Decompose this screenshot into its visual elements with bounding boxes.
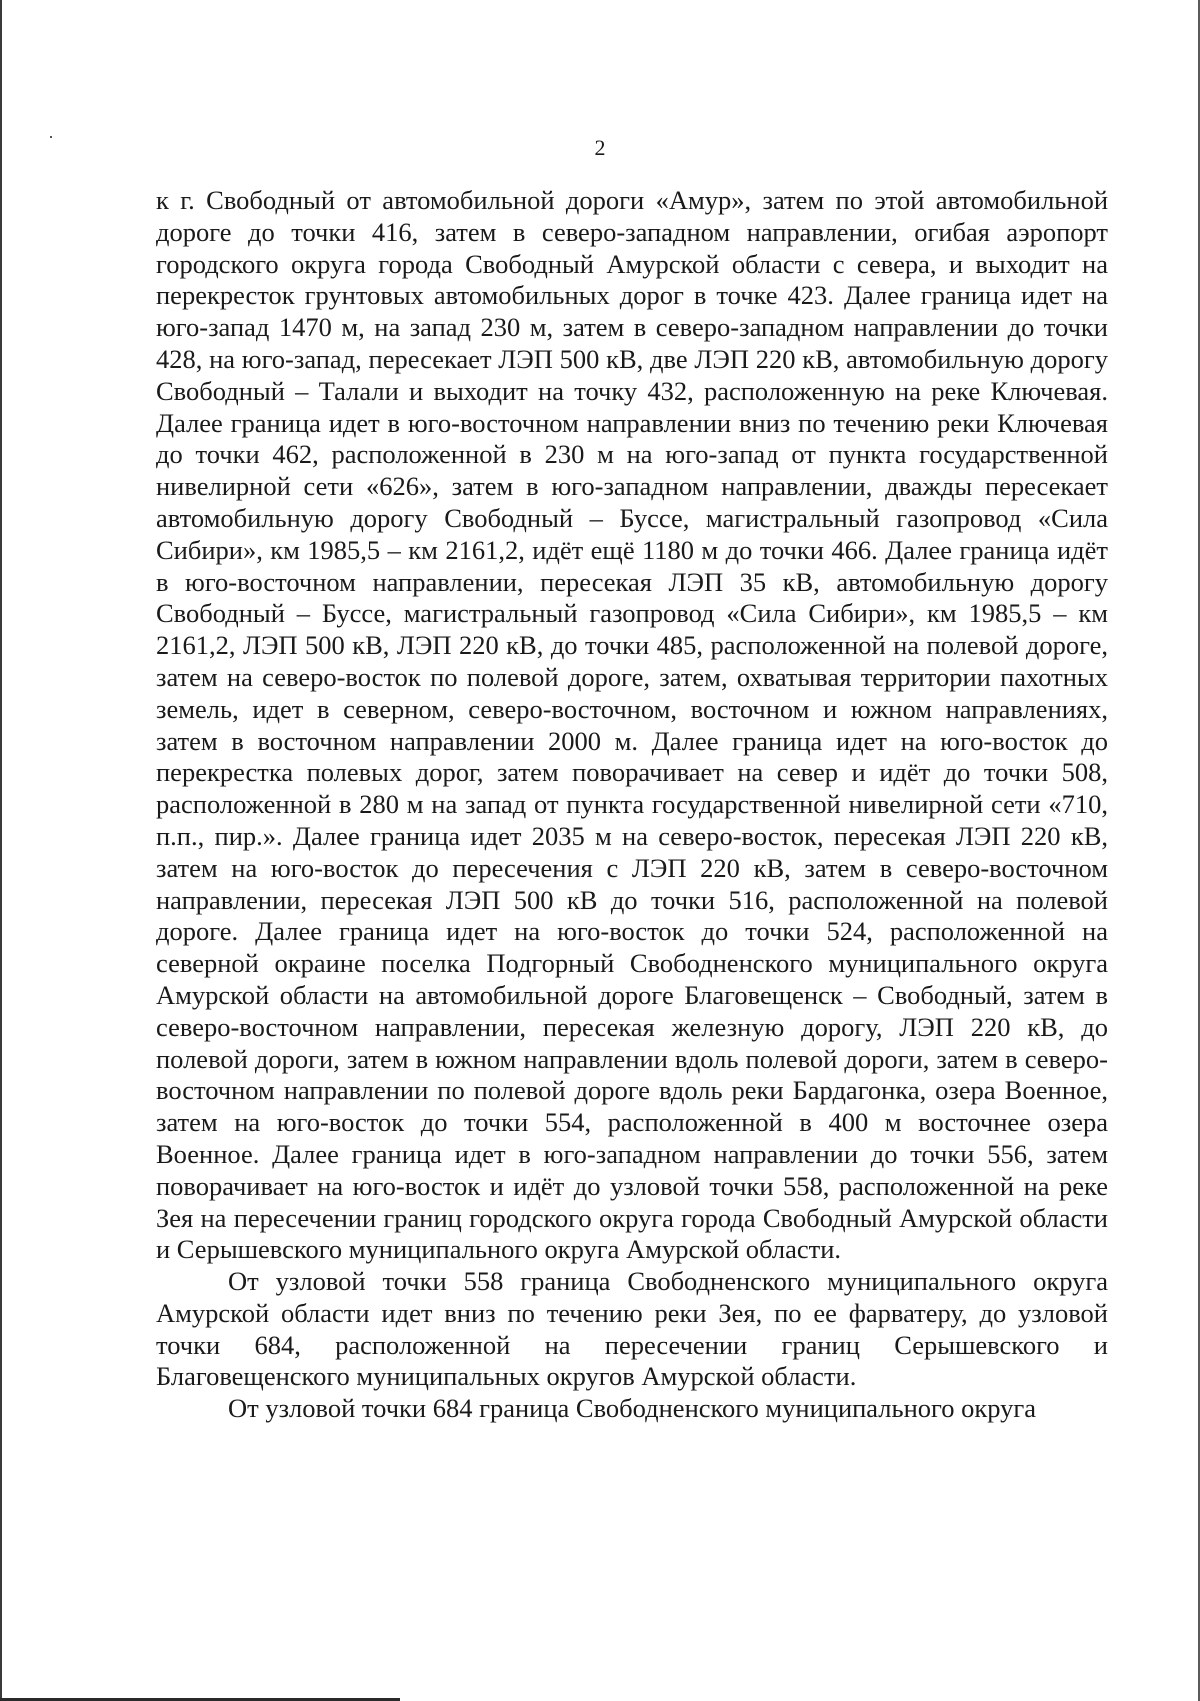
paragraph-2: От узловой точки 558 граница Свободненского муниципального округа Амурской области идет вниз по течению реки Зея, по ее фарватеру, до узловой точки 684, расположенной на пересечении границ Серышевского и Благовещенского муниципальных округов Амурской области. [156,1266,1108,1392]
paragraph-3: От узловой точки 684 граница Свободненского муниципального округа [228,1393,1037,1424]
paragraph-1: к г. Свободный от автомобильной дороги «Амур», затем по этой автомобильной дороге до точки 416, затем в северо-западном направлении, огибая аэропорт городского округа города Свободный Амурской области с севера, и выходит на перекресток грунтовых автомобильных дорог в точке 423. Далее граница идет на юго-запад 1470 м, на запад 230 м, затем в северо-западном направлении до точки 428, на юго-запад, пересекает ЛЭП 500 кВ, две ЛЭП 220 кВ, автомобильную дорогу Свободный – Талали и выходит на точку 432, расположенную на реке Ключевая. Далее граница идет в юго-восточном направлении вниз по течению реки Ключевая до точки 462, расположенной в 230 м на юго-запад от пункта государственной нивелирной сети «626», затем в юго-западном направлении, дважды пересекает автомобильную дорогу Свободный – Буссе, магистральный газопровод «Сила Сибири», км 1985,5 – км 2161,2, идёт ещё 1180 м до точки 466. Далее граница идёт в юго-восточном направлении, пересекая ЛЭП 35 кВ, автомобильную дорогу Свободный – Буссе, магистральный газопровод «Сила Сибири», км 1985,5 – км 2161,2, ЛЭП 500 кВ, ЛЭП 220 кВ, до точки 485, расположенной на полевой дороге, затем на северо-восток по полевой дороге, затем, охватывая территории пахотных земель, идет в северном, северо-восточном, восточном и южном направлениях, затем в восточном направлении 2000 м. Далее граница идет на юго-восток до перекрестка полевых дорог, затем поворачивает на север и идёт до точки 508, расположенной в 280 м на запад от пункта государственной нивелирной сети «710, п.п., пир.». Далее граница идет 2035 м на северо-восток, пересекая ЛЭП 220 кВ, затем на юго-восток до пересечения с ЛЭП 220 кВ, затем в северо-восточном направлении, пересекая ЛЭП 500 кВ до точки 516, расположенной на полевой дороге. Далее граница идет на юго-восток до точки 524, расположенной на северной окраине поселка Подгорный Свободненского муниципального округа Амурской области на автомобильной дороге Благовещенск – Свободный, затем в северо-восточном направлении, пересекая железную дорогу, ЛЭП 220 кВ, до полевой дороги, затем в южном направлении вдоль полевой дороги, затем в северо-восточном направлении по полевой дороге вдоль реки Бардагонка, озера Военное, затем на юго-восток до точки 554, расположенной в 400 м восточнее озера Военное. Далее граница идет в юго-западном направлении до точки 556, затем поворачивает на юго-восток и идёт до узловой точки 558, расположенной на реке Зея на пересечении границ городского округа города Свободный Амурской области и Серышевского муниципального округа Амурской области. [156,185,1108,1265]
scan-border-left [0,0,2,1701]
page-number: 2 [594,135,606,160]
document-body [156,185,1108,1425]
